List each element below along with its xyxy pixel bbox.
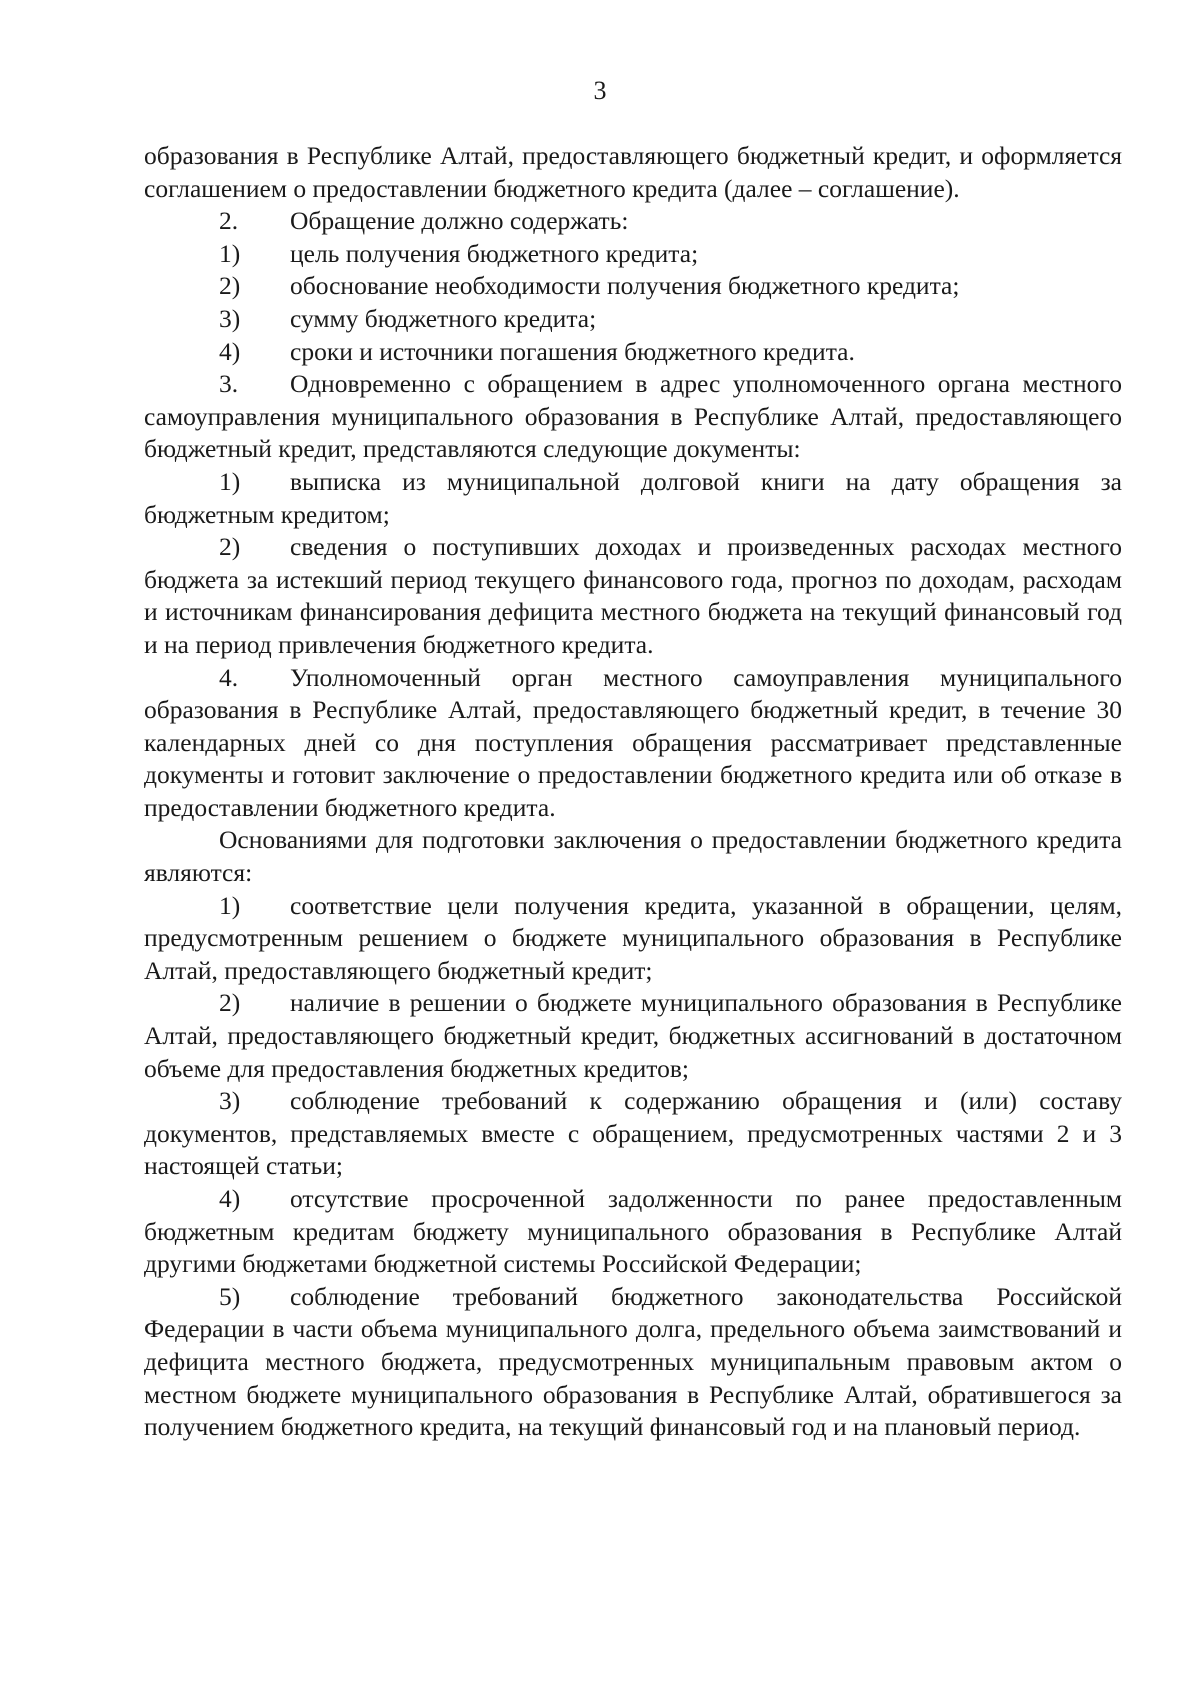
- clause-3-item-1: [144, 466, 1122, 531]
- ground-item-3: [144, 1085, 1122, 1183]
- item-number: 1): [219, 890, 241, 920]
- clause-2-item-1: [144, 238, 1122, 271]
- item-text: соблюдение требований бюджетного законодательства Российской Федерации в части объема муниципального долга, предельного объема заимствований и дефицита местного бюджета, предусмотренных муниципальным правовым актом о местном бюджете муниципального образования в Республике Алтай, обратившегося за получением бюджетного кредита, на текущий финансовый год и на плановый период.: [144, 1281, 1122, 1442]
- clause-4: [144, 662, 1122, 825]
- clause-2-item-4: [144, 336, 1122, 369]
- item-text: сведения о поступивших доходах и произведенных расходах местного бюджета за истекший период текущего финансового года, прогноз по доходам, расходам и источникам финансирования дефицита местного бюджета на текущий финансовый год и на период привлечения бюджетного кредита.: [144, 532, 1122, 659]
- document-body: [144, 140, 1122, 1444]
- paragraph-continuation: образования в Республике Алтай, предоставляющего бюджетный кредит, и оформляется соглашением о предоставлении бюджетного кредита (далее – соглашение).: [144, 141, 1122, 203]
- ground-item-5: [144, 1281, 1122, 1444]
- clause-number: 2.: [219, 206, 239, 236]
- item-text: цель получения бюджетного кредита;: [290, 238, 699, 268]
- item-number: 1): [219, 238, 241, 268]
- item-number: 4): [219, 336, 241, 366]
- item-number: 5): [219, 1281, 241, 1311]
- clause-2-item-2: [144, 270, 1122, 303]
- clause-text: Уполномоченный орган местного самоуправления муниципального образования в Республике Алтай, предоставляющего бюджетный кредит, в течение 30 календарных дней со дня поступления обращения рассматривает представленные документы и готовит заключение о предоставлении бюджетного кредита или об отказе в предоставлении бюджетного кредита.: [144, 662, 1122, 822]
- ground-item-1: [144, 890, 1122, 988]
- item-number: 1): [219, 466, 241, 496]
- item-text: отсутствие просроченной задолженности по ранее предоставленным бюджетным кредитам бюджету муниципального образования в Республике Алтай другими бюджетами бюджетной системы Российской Федерации;: [144, 1184, 1122, 1279]
- item-text: обоснование необходимости получения бюджетного кредита;: [290, 271, 960, 301]
- clause-2: [144, 205, 1122, 238]
- clause-2-item-3: [144, 303, 1122, 336]
- item-text: соблюдение требований к содержанию обращения и (или) составу документов, представляемых вместе с обращением, предусмотренных частями 2 и 3 настоящей статьи;: [144, 1086, 1122, 1181]
- page-number: 3: [593, 76, 607, 105]
- item-number: 4): [219, 1184, 241, 1213]
- item-text: наличие в решении о бюджете муниципального образования в Республике Алтай, предоставляющего бюджетный кредит, бюджетных ассигнований в достаточном объеме для предоставления бюджетных кредитов;: [144, 988, 1122, 1083]
- item-number: 2): [219, 532, 241, 562]
- clause-text: Одновременно с обращением в адрес уполномоченного органа местного самоуправления муниципального образования в Республике Алтай, предоставляющего бюджетный кредит, представляются следующие документы:: [144, 369, 1122, 464]
- clause-number: 4.: [219, 662, 239, 692]
- clause-text: Обращение должно содержать:: [290, 206, 629, 236]
- clause-3-item-2: [144, 531, 1122, 661]
- item-number: 2): [219, 271, 241, 301]
- item-text: выписка из муниципальной долговой книги на дату обращения за бюджетным кредитом;: [144, 466, 1122, 529]
- item-text: соответствие цели получения кредита, указанной в обращении, целям, предусмотренным решением о бюджете муниципального образования в Республике Алтай, предоставляющего бюджетный кредит;: [144, 890, 1122, 985]
- item-number: 2): [219, 988, 241, 1018]
- clause-3: [144, 368, 1122, 466]
- item-number: 3): [219, 303, 241, 333]
- ground-item-4: [144, 1183, 1122, 1281]
- grounds-intro: Основаниями для подготовки заключения о предоставлении бюджетного кредита являются:: [144, 825, 1122, 888]
- clause-number: 3.: [219, 369, 239, 399]
- ground-item-2: [144, 987, 1122, 1085]
- item-number: 3): [219, 1086, 241, 1116]
- item-text: сроки и источники погашения бюджетного кредита.: [290, 336, 855, 366]
- item-text: сумму бюджетного кредита;: [290, 303, 597, 333]
